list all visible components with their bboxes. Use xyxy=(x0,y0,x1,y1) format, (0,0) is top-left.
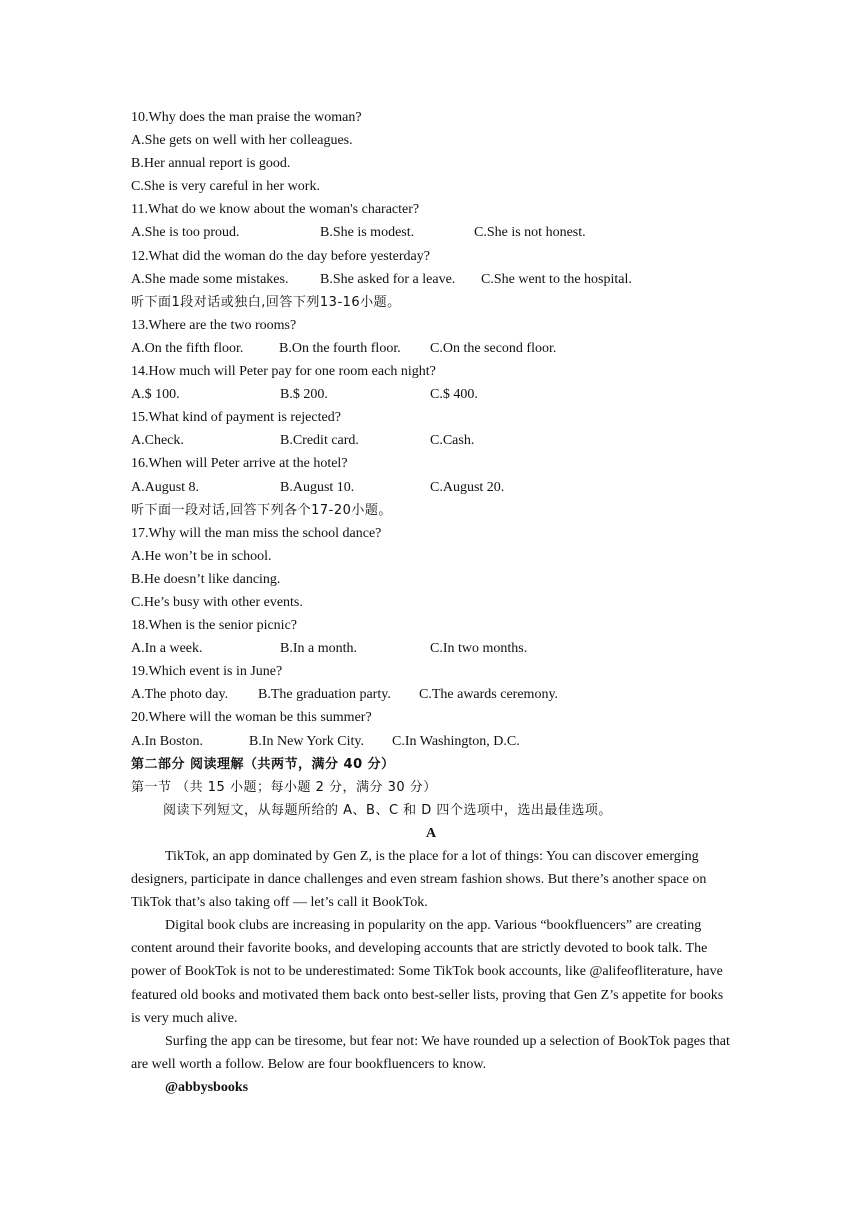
answer-option: A.Check. xyxy=(131,433,184,449)
answer-option: C.$ 400. xyxy=(430,387,478,403)
question-stem: 11.What do we know about the woman's character? xyxy=(131,202,420,218)
answer-option: B.Her annual report is good. xyxy=(131,156,291,172)
option-row xyxy=(131,221,731,244)
exam-page xyxy=(131,106,731,1099)
answer-option: C.She went to the hospital. xyxy=(481,271,632,287)
passage-label: A xyxy=(425,825,437,841)
answer-option: C.On the second floor. xyxy=(430,340,557,356)
answer-option: C.He’s busy with other events. xyxy=(131,594,303,610)
option-row xyxy=(131,476,731,499)
option-row xyxy=(131,383,731,406)
answer-option: A.In Boston. xyxy=(131,733,203,749)
question-stem: 12.What did the woman do the day before yesterday? xyxy=(131,248,430,264)
option-row xyxy=(131,730,731,753)
answer-option: C.In Washington, D.C. xyxy=(392,733,520,749)
question-stem: 18.When is the senior picnic? xyxy=(131,618,298,634)
answer-option: A.The photo day. xyxy=(131,687,229,703)
reading-instruction: 阅读下列短文，从每题所给的 A、B、C 和 D 四个选项中，选出最佳选项。 xyxy=(163,802,612,818)
option-row xyxy=(131,683,731,706)
question-stem: 15.What kind of payment is rejected? xyxy=(131,410,341,426)
answer-option: B.In a month. xyxy=(280,641,357,657)
option-row xyxy=(131,429,731,452)
answer-option: B.On the fourth floor. xyxy=(279,340,401,356)
account-handle: @abbysbooks xyxy=(165,1079,249,1095)
listening-instruction: 听下面1段对话或独白,回答下列13-16小题。 xyxy=(131,294,401,310)
answer-option: C.She is very careful in her work. xyxy=(131,179,320,195)
passage-paragraph-1: TikTok, an app dominated by Gen Z, is the place for a lot of things: You can discover emerging designers, participate in dance challenges and even stream fashion shows. But there’s another space on TikTok that’s also taking off — let’s call it BookTok. xyxy=(131,849,707,911)
passage-paragraph-2: Digital book clubs are increasing in popularity on the app. Various “bookfluencers” are creating content around their favorite books, and developing accounts that are strictly devoted to book talk. The power of BookTok is not to be underestimated: Some TikTok book accounts, like @alifeofliterature, have featured old books and motivated them back onto best-seller lists, proving that Gen Z’s appetite for books is very much alive. xyxy=(131,918,724,1026)
answer-option: B.In New York City. xyxy=(249,733,364,749)
question-stem: 16.When will Peter arrive at the hotel? xyxy=(131,456,348,472)
answer-option: A.She gets on well with her colleagues. xyxy=(131,133,353,149)
question-stem: 20.Where will the woman be this summer? xyxy=(131,710,372,726)
answer-option: A.In a week. xyxy=(131,641,203,657)
question-stem: 17.Why will the man miss the school dance? xyxy=(131,525,382,541)
question-stem: 14.How much will Peter pay for one room each night? xyxy=(131,364,436,380)
question-stem: 10.Why does the man praise the woman? xyxy=(131,110,362,125)
answer-option: B.$ 200. xyxy=(280,387,328,403)
answer-option: B.Credit card. xyxy=(280,433,359,449)
answer-option: C.She is not honest. xyxy=(474,225,586,241)
answer-option: A.She made some mistakes. xyxy=(131,271,289,287)
option-row xyxy=(131,337,731,360)
section1-heading: 第一节 （共 15 小题；每小题 2 分，满分 30 分） xyxy=(131,779,437,795)
option-row xyxy=(131,268,731,291)
listening-instruction: 听下面一段对话,回答下列各个17-20小题。 xyxy=(131,502,392,518)
answer-option: C.Cash. xyxy=(430,433,475,449)
answer-option: B.He doesn’t like dancing. xyxy=(131,571,281,587)
answer-option: A.On the fifth floor. xyxy=(131,340,244,356)
passage-paragraph-3: Surfing the app can be tiresome, but fear not: We have rounded up a selection of BookTok pages that are well worth a follow. Below are four bookfluencers to know. xyxy=(131,1033,730,1072)
answer-option: B.The graduation party. xyxy=(258,687,391,703)
answer-option: A.She is too proud. xyxy=(131,225,240,241)
question-stem: 13.Where are the two rooms? xyxy=(131,317,297,333)
question-stem: 19.Which event is in June? xyxy=(131,664,283,680)
answer-option: C.In two months. xyxy=(430,641,528,657)
answer-option: C.August 20. xyxy=(430,479,505,495)
answer-option: A.He won’t be in school. xyxy=(131,548,272,564)
option-row xyxy=(131,637,731,660)
answer-option: A.$ 100. xyxy=(131,387,180,403)
listening-section xyxy=(131,106,731,753)
answer-option: B.She asked for a leave. xyxy=(320,271,456,287)
part2-heading: 第二部分 阅读理解（共两节，满分 40 分） xyxy=(131,756,395,772)
answer-option: A.August 8. xyxy=(131,479,200,495)
answer-option: C.The awards ceremony. xyxy=(419,687,559,703)
answer-option: B.She is modest. xyxy=(320,225,415,241)
answer-option: B.August 10. xyxy=(280,479,355,495)
